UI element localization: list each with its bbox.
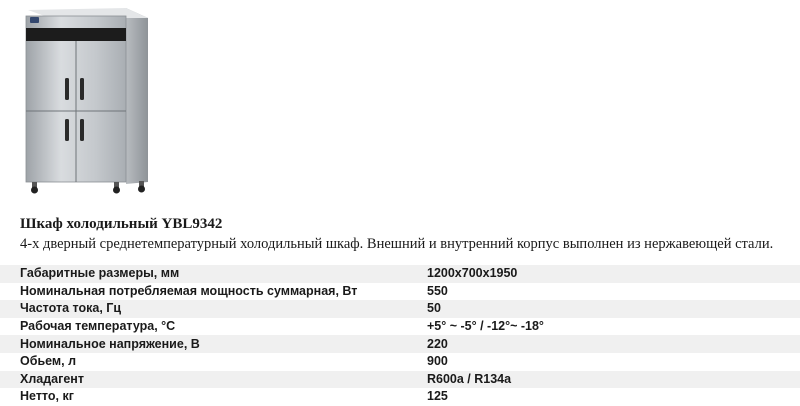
- table-row: [0, 300, 800, 318]
- table-row: [0, 318, 800, 336]
- table-row: [0, 353, 800, 371]
- spec-name: Номинальная потребляемая мощность суммарная, Вт: [20, 283, 358, 298]
- spec-name: Нетто, кг: [20, 389, 74, 404]
- table-row: [0, 371, 800, 389]
- refrigerator-cabinet-icon: [22, 6, 152, 194]
- table-row: [0, 335, 800, 353]
- spec-name: Габаритные размеры, мм: [0, 265, 427, 283]
- spec-value: 900: [427, 354, 448, 369]
- spec-value: 125: [427, 389, 448, 404]
- product-title: Шкаф холодильный YBL9342: [20, 216, 223, 232]
- spec-value: 1200х700х1950: [427, 265, 800, 283]
- spec-name: Обьем, л: [20, 354, 77, 369]
- spec-value: +5° ~ -5° / -12°~ -18°: [427, 319, 544, 334]
- spec-name: Рабочая температура, °С: [20, 319, 176, 334]
- product-description: 4-х дверный среднетемпературный холодильный шкаф. Внешний и внутренний корпус выполнен из нержавеющей стали.: [20, 236, 774, 252]
- spec-name: Частота тока, Гц: [0, 300, 427, 318]
- spec-value: 50: [427, 300, 800, 318]
- table-row: [0, 265, 800, 283]
- table-row: [0, 283, 800, 301]
- spec-table: [0, 265, 800, 406]
- spec-value: 220: [427, 335, 800, 353]
- spec-value: R600a / R134a: [427, 371, 800, 389]
- spec-value: 550: [427, 283, 448, 298]
- spec-name: Хладагент: [0, 371, 427, 389]
- spec-name: Номинальное напряжение, В: [0, 335, 427, 353]
- table-row: [0, 388, 800, 406]
